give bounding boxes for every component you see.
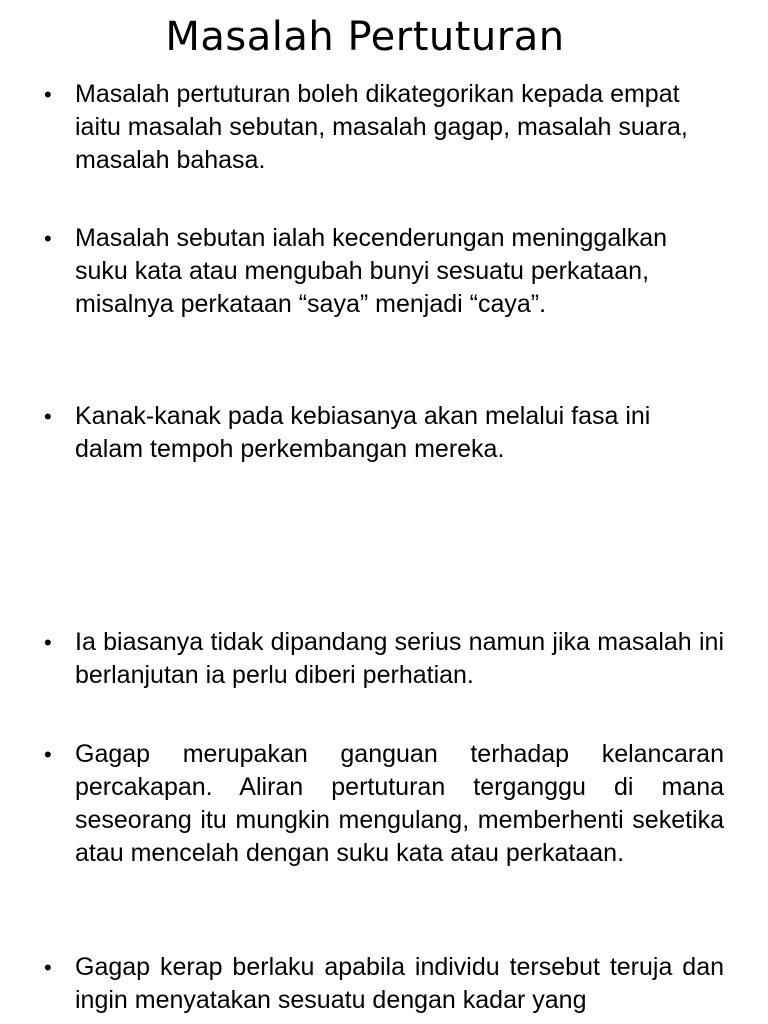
bullet-item <box>44 626 724 692</box>
bullet-text: Ia biasanya tidak dipandang serius namun jika masalah ini berlanjutan ia perlu diberi perhatian. <box>75 628 724 689</box>
bullet-marker: • <box>44 404 52 429</box>
bullet-text: Gagap kerap berlaku apabila individu tersebut teruja dan ingin menyatakan sesuatu dengan kadar yang <box>75 953 724 1014</box>
bullet-marker: • <box>44 226 52 251</box>
bullet-marker: • <box>44 742 52 767</box>
bullet-item <box>44 400 724 466</box>
bullet-text: Kanak-kanak pada kebiasanya akan melalui fasa ini dalam tempoh perkembangan mereka. <box>75 402 651 463</box>
bullet-item <box>44 951 724 1017</box>
bullet-item <box>44 78 724 177</box>
bullet-text: Masalah pertuturan boleh dikategorikan kepada empat iaitu masalah sebutan, masalah gagap, masalah suara, masalah bahasa. <box>75 80 688 174</box>
bullet-item <box>44 222 724 321</box>
bullet-marker: • <box>44 630 52 655</box>
bullet-marker: • <box>44 82 52 107</box>
bullet-marker: • <box>44 955 52 980</box>
bullet-text: Gagap merupakan ganguan terhadap kelancaran percakapan. Aliran pertuturan terganggu di mana seseorang itu mungkin mengulang, memberhenti seketika atau mencelah dengan suku kata atau perkataan. <box>75 740 724 867</box>
bullet-text: Masalah sebutan ialah kecenderungan meninggalkan suku kata atau mengubah bunyi sesuatu perkataan, misalnya perkataan “saya” menjadi “caya”. <box>75 224 668 318</box>
bullet-item <box>44 738 724 870</box>
page-title: Masalah Pertuturan <box>165 14 565 60</box>
